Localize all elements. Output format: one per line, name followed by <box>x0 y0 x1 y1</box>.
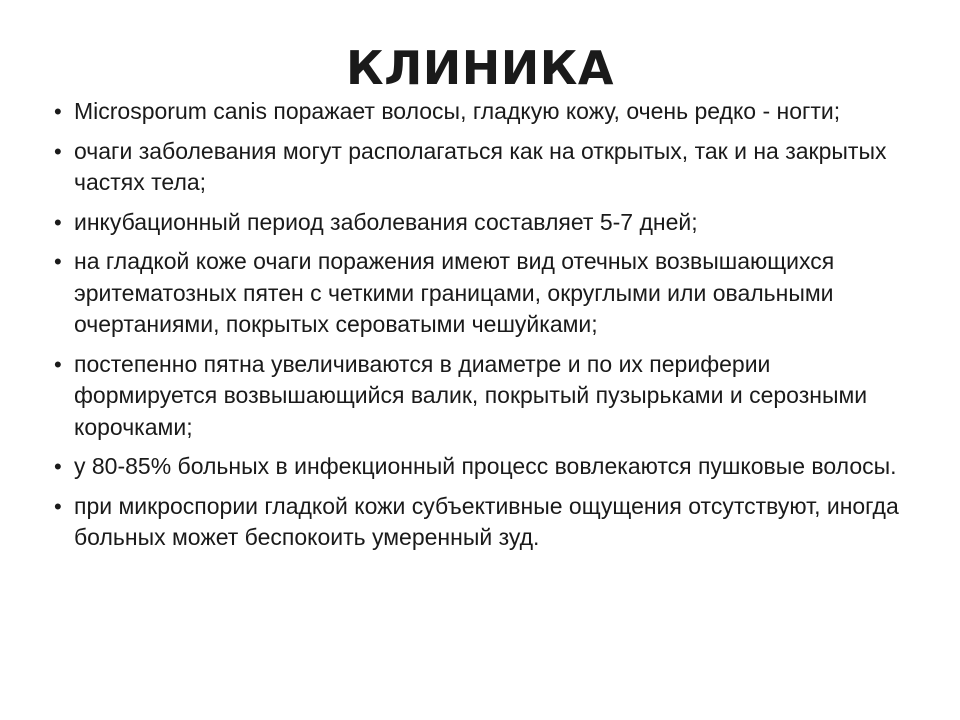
bullet-text: у 80-85% больных в инфекционный процесс вовлекаются пушковые волосы. <box>74 453 897 479</box>
bullet-text: при микроспории гладкой кожи субъективные ощущения отсутствуют, иногда больных может беспокоить умеренный зуд. <box>74 492 899 550</box>
bullet-text: очаги заболевания могут располагаться как на открытых, так и на закрытых частях тела; <box>74 137 887 195</box>
bullet-dot-icon: • <box>54 493 62 519</box>
slide-title: КЛИНИКА <box>346 41 614 95</box>
bullet-item <box>54 451 904 483</box>
bullet-text: постепенно пятна увеличиваются в диаметре и по их периферии формируется возвышающийся валик, покрытый пузырьками и серозными корочками; <box>74 350 868 440</box>
bullet-item <box>54 491 904 554</box>
bullet-dot-icon: • <box>54 249 62 274</box>
bullet-dot-icon: • <box>54 209 62 235</box>
bullet-text: на гладкой коже очаги поражения имеют вид отечных возвышающихся эритематозных пятен с четкими границами, округлыми или овальными очертаниями, покрытых сероватыми чешуйками; <box>74 248 835 337</box>
bullet-list <box>54 96 904 562</box>
bullet-text: Microsporum canis поражает волосы, гладкую кожу, очень редко - ногти; <box>74 98 841 124</box>
bullet-dot-icon: • <box>54 138 62 164</box>
bullet-item <box>54 349 904 444</box>
bullet-dot-icon: • <box>54 351 62 377</box>
bullet-item <box>54 207 904 239</box>
bullet-dot-icon: • <box>54 99 62 124</box>
bullet-item <box>54 246 904 341</box>
bullet-item <box>54 96 904 128</box>
bullet-item <box>54 136 904 199</box>
bullet-dot-icon: • <box>54 454 62 479</box>
bullet-text: инкубационный период заболевания составляет 5-7 дней; <box>74 208 698 235</box>
